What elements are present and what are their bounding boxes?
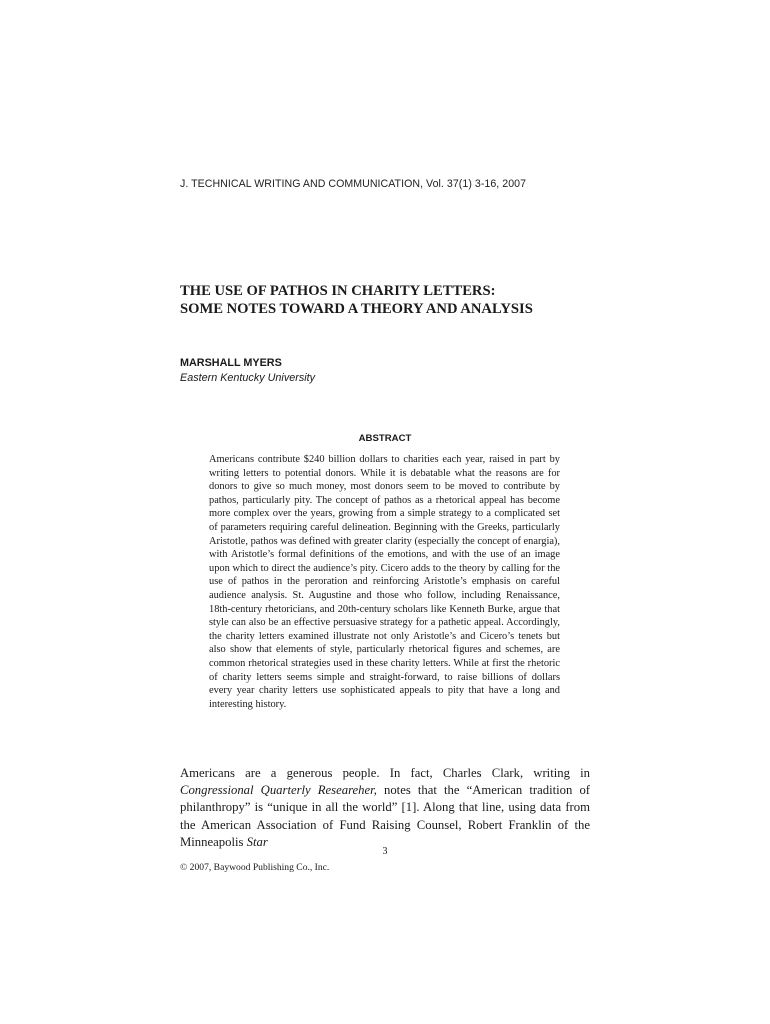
title-line-2: SOME NOTES TOWARD A THEORY AND ANALYSIS: [180, 300, 533, 317]
abstract-text: Americans contribute $240 billion dollars to charities each year, raised in part by writing letters to potential donors. While it is debatable what the reasons are for donors to give so much money, most donors seem to be moved to contribute by pathos, particularly pity. The concept of pathos as a rhetorical appeal has become more complex over the years, growing from a simple strategy to a complicated set of parameters requiring careful delineation. Beginning with the Greeks, particularly Aristotle, pathos was defined with greater clarity (especially the concept of enargia), with Aristotle’s formal definitions of the emotions, and with the use of an image upon which to direct the audience’s pity. Cicero adds to the theory by calling for the use of pathos in the peroration and reinforcing Aristotle’s emphasis on careful audience analysis. St. Augustine and those who follow, including Renaissance, 18th-century rhetoricians, and 20th-century scholars like Kenneth Burke, argue that style can also be an effective persuasive strategy for a pathetic appeal. Accordingly, the charity letters examined illustrate not only Aristotle’s and Cicero’s tenets but also show that elements of style, particularly rhetorical figures and schemes, are common rhetorical strategies used in these charity letters. While at first the rhetoric of charity letters seems simple and straight-forward, to raise billions of dollars every year charity letters use sophisticated appeals to pity that have a long and interesting history.: [209, 454, 560, 710]
newspaper-name: Star: [246, 834, 268, 849]
cited-journal-name: Congressional Quarterly Researeher,: [180, 783, 377, 798]
title-line-1: THE USE OF PATHOS IN CHARITY LETTERS:: [180, 283, 496, 299]
page-number: 3: [382, 846, 388, 857]
author-affiliation: Eastern Kentucky University: [180, 372, 316, 384]
body-text-part-1: Americans are a generous people. In fact, Charles Clark, writing in: [180, 766, 590, 780]
author-name: MARSHALL MYERS: [180, 357, 282, 369]
abstract-heading: ABSTRACT: [358, 433, 412, 444]
body-text-part-2: notes that the “American tradition of philanthropy” is “unique in all the world” [1]. Along that line, using data from the American Association of Fund Raising Counsel, Robert Franklin of the Minneapolis: [180, 783, 591, 849]
body-paragraph: [180, 765, 590, 851]
copyright-notice: © 2007, Baywood Publishing Co., Inc.: [180, 862, 330, 873]
article-title: [180, 283, 620, 318]
journal-citation: J. TECHNICAL WRITING AND COMMUNICATION, Vol. 37(1) 3-16, 2007: [180, 178, 527, 190]
